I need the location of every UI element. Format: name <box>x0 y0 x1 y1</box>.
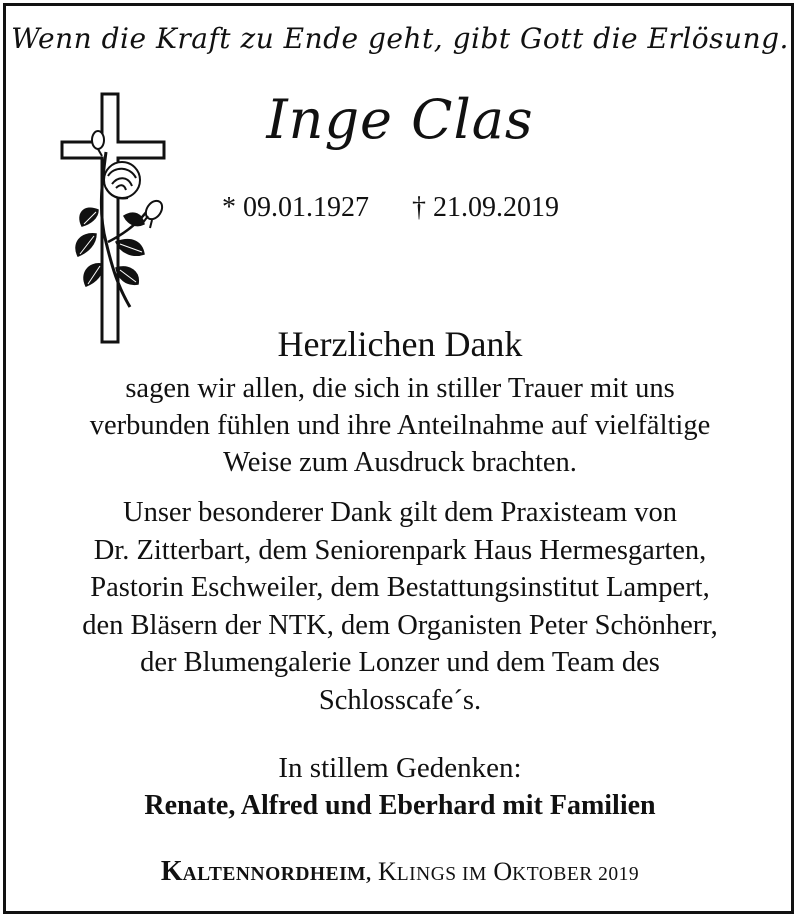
text-line: Unser besonderer Dank gilt dem Praxisteam von <box>122 497 678 528</box>
text-line: Pastorin Eschweiler, dem Bestattungsinstitut Lampert, <box>90 572 710 603</box>
text-line: den Bläsern der NTK, dem Organisten Peter Schönherr, <box>82 609 718 641</box>
place2-rest: LINGS IM <box>396 864 487 885</box>
place1-initial: K <box>160 856 183 887</box>
deceased-name: Inge Clas <box>266 88 534 151</box>
gedenken-line: In stillem Gedenken: <box>278 752 522 784</box>
text-line: Weise zum Ausdruck brachten. <box>223 447 577 478</box>
place1-rest: ALTENNORDHEIM, <box>182 864 372 885</box>
text-line: Schlosscafe´s. <box>318 684 482 716</box>
death-date: † 21.09.2019 <box>412 192 559 223</box>
motto: Wenn die Kraft zu Ende geht, gibt Gott die Erlösung. <box>11 22 789 55</box>
special-thanks-paragraph <box>0 494 800 719</box>
text-line: sagen wir allen, die sich in stiller Trauer mit uns <box>125 373 675 404</box>
thanks-heading: Herzlichen Dank <box>277 324 523 364</box>
family-signature: Renate, Alfred und Eberhard mit Familien <box>144 790 656 821</box>
place-date-footer <box>0 856 800 888</box>
month-initial: O <box>493 857 513 886</box>
text-line: Dr. Zitterbart, dem Seniorenpark Haus Hermesgarten, <box>93 534 707 566</box>
birth-date: * 09.01.1927 <box>222 192 369 223</box>
text-line: der Blumengalerie Lonzer und dem Team des <box>140 647 660 678</box>
cross-with-rose-icon <box>58 92 174 344</box>
text-line: verbunden fühlen und ihre Anteilnahme auf vielfältige <box>89 410 711 441</box>
month-rest: KTOBER 2019 <box>512 864 640 885</box>
place2-initial: K <box>377 857 397 886</box>
thanks-paragraph <box>0 370 800 481</box>
